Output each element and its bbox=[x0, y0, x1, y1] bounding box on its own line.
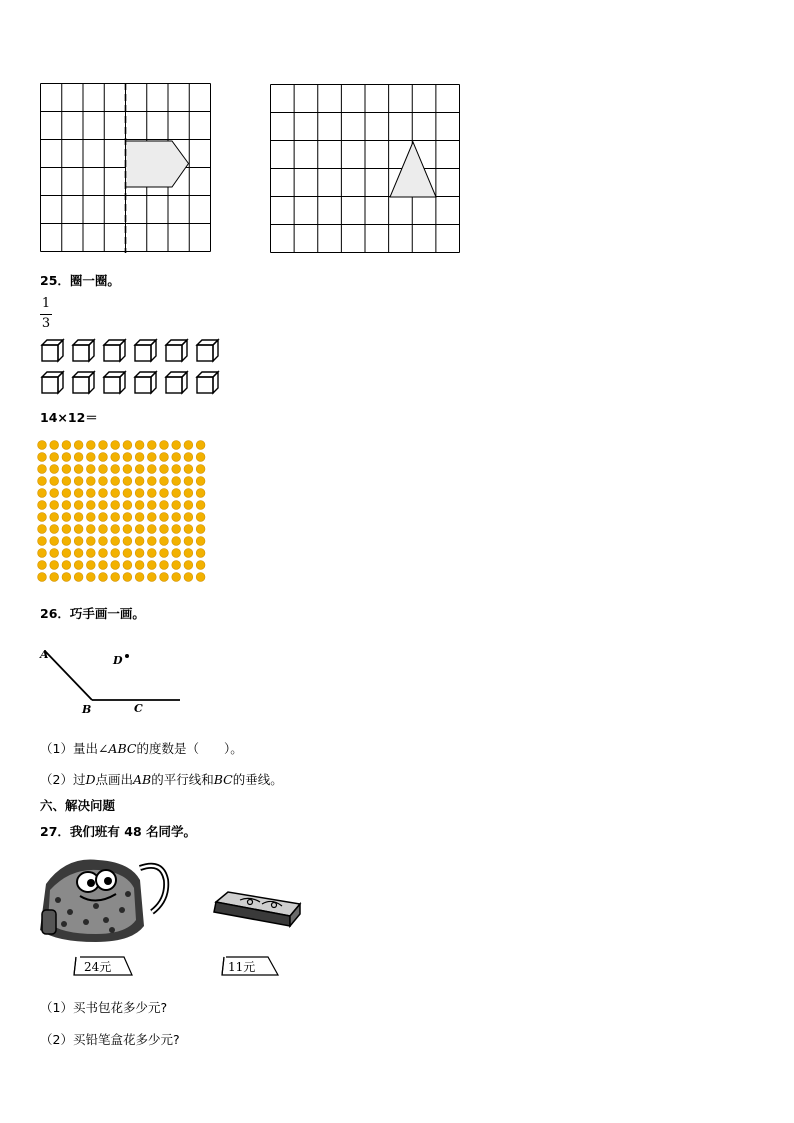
dot bbox=[99, 465, 108, 474]
dot bbox=[184, 573, 193, 582]
dot bbox=[160, 477, 169, 486]
dot bbox=[172, 441, 181, 450]
dot bbox=[74, 489, 83, 498]
dot bbox=[172, 453, 181, 462]
dot bbox=[111, 561, 120, 570]
dot bbox=[172, 561, 181, 570]
dot bbox=[135, 537, 144, 546]
dot bbox=[147, 501, 156, 510]
q25-title: 圈一圈。 bbox=[69, 273, 120, 288]
cube bbox=[42, 372, 63, 393]
dot bbox=[62, 549, 71, 558]
dot bbox=[111, 549, 120, 558]
dot bbox=[172, 537, 181, 546]
dot bbox=[50, 549, 59, 558]
dot bbox=[50, 477, 59, 486]
dot bbox=[62, 513, 71, 522]
dot bbox=[123, 573, 132, 582]
dot bbox=[74, 561, 83, 570]
dot bbox=[86, 561, 95, 570]
dot bbox=[99, 537, 108, 546]
dot bbox=[184, 561, 193, 570]
dot bbox=[99, 561, 108, 570]
dot bbox=[135, 501, 144, 510]
dot bbox=[160, 549, 169, 558]
dot bbox=[62, 537, 71, 546]
dot bbox=[62, 441, 71, 450]
dot bbox=[99, 441, 108, 450]
cube bbox=[135, 372, 156, 393]
bag-price-tag bbox=[72, 955, 136, 979]
ray-ba bbox=[45, 651, 92, 700]
dot bbox=[147, 453, 156, 462]
dot bbox=[184, 489, 193, 498]
multiplication-expression: 14×12＝ bbox=[40, 410, 98, 425]
line-ab-text: AB bbox=[133, 772, 152, 787]
dot bbox=[184, 441, 193, 450]
dot bbox=[135, 525, 144, 534]
dot bbox=[86, 441, 95, 450]
dot bbox=[99, 549, 108, 558]
dot bbox=[123, 549, 132, 558]
dot bbox=[74, 513, 83, 522]
dot bbox=[38, 561, 47, 570]
cube bbox=[197, 340, 218, 361]
cube bbox=[73, 372, 94, 393]
dot bbox=[38, 453, 47, 462]
dot bbox=[74, 549, 83, 558]
dot bbox=[172, 501, 181, 510]
q26-heading bbox=[40, 604, 145, 622]
dot bbox=[135, 561, 144, 570]
point-d-text: D bbox=[85, 772, 96, 787]
dot bbox=[135, 489, 144, 498]
dot bbox=[99, 501, 108, 510]
dot bbox=[147, 549, 156, 558]
dot bbox=[38, 573, 47, 582]
pencil-box-illustration bbox=[210, 888, 304, 930]
cube bbox=[135, 340, 156, 361]
dot bbox=[184, 501, 193, 510]
cube bbox=[42, 340, 63, 361]
dot bbox=[99, 525, 108, 534]
dot bbox=[123, 489, 132, 498]
dot bbox=[172, 549, 181, 558]
dot bbox=[86, 453, 95, 462]
dot bbox=[160, 441, 169, 450]
dot bbox=[62, 477, 71, 486]
dot bbox=[86, 465, 95, 474]
dot bbox=[196, 453, 205, 462]
dot bbox=[184, 477, 193, 486]
dot bbox=[38, 465, 47, 474]
dot bbox=[74, 465, 83, 474]
q26-sub1-suffix: 的度数是（ ）。 bbox=[136, 741, 243, 756]
dot bbox=[62, 561, 71, 570]
angle-symbol-abc: ∠ABC bbox=[97, 741, 137, 756]
dot bbox=[74, 501, 83, 510]
dot bbox=[184, 513, 193, 522]
dot bbox=[184, 537, 193, 546]
dot bbox=[50, 489, 59, 498]
dot bbox=[74, 441, 83, 450]
angle-abc-figure bbox=[36, 642, 186, 718]
dot bbox=[147, 573, 156, 582]
dot bbox=[62, 501, 71, 510]
dot bbox=[62, 525, 71, 534]
dot bbox=[160, 501, 169, 510]
dot bbox=[147, 537, 156, 546]
fraction-one-third bbox=[40, 297, 52, 331]
dot bbox=[172, 513, 181, 522]
dot bbox=[99, 513, 108, 522]
dot bbox=[123, 477, 132, 486]
dot bbox=[160, 453, 169, 462]
cube-grid bbox=[40, 338, 230, 400]
q26-sub2-suffix: 的垂线。 bbox=[232, 772, 283, 787]
dot bbox=[147, 441, 156, 450]
dot bbox=[99, 489, 108, 498]
q27-title: 我们班有 48 名同学。 bbox=[69, 824, 197, 839]
q26-sub1 bbox=[40, 739, 243, 757]
dot bbox=[62, 573, 71, 582]
q25-number: 25． bbox=[40, 273, 70, 288]
dot bbox=[196, 525, 205, 534]
dot bbox=[123, 513, 132, 522]
label-c: C bbox=[134, 702, 143, 715]
dot bbox=[74, 537, 83, 546]
pencilbox-price: 11元 bbox=[228, 960, 256, 974]
dot bbox=[111, 501, 120, 510]
dot bbox=[111, 465, 120, 474]
dot bbox=[147, 465, 156, 474]
dot bbox=[123, 453, 132, 462]
dot bbox=[135, 441, 144, 450]
bag-price: 24元 bbox=[84, 960, 112, 974]
cube bbox=[104, 372, 125, 393]
dot bbox=[111, 477, 120, 486]
dot bbox=[147, 561, 156, 570]
dot bbox=[172, 477, 181, 486]
dot bbox=[123, 525, 132, 534]
dot bbox=[74, 525, 83, 534]
dot bbox=[38, 513, 47, 522]
symmetry-grid-right bbox=[270, 84, 462, 254]
dot bbox=[74, 453, 83, 462]
label-d: D bbox=[113, 654, 123, 667]
q27-sub2: （2）买铅笔盒花多少元? bbox=[40, 1032, 180, 1047]
triangle-shape bbox=[390, 142, 436, 197]
dot bbox=[74, 573, 83, 582]
dot bbox=[160, 573, 169, 582]
dot bbox=[86, 477, 95, 486]
dot bbox=[160, 561, 169, 570]
dot bbox=[135, 513, 144, 522]
line-bc-text: BC bbox=[213, 772, 233, 787]
cube bbox=[197, 372, 218, 393]
dot bbox=[160, 537, 169, 546]
dot bbox=[184, 549, 193, 558]
dot bbox=[196, 573, 205, 582]
dot bbox=[196, 441, 205, 450]
dot bbox=[38, 441, 47, 450]
dot bbox=[111, 441, 120, 450]
dot bbox=[111, 453, 120, 462]
dot bbox=[62, 489, 71, 498]
dot bbox=[147, 489, 156, 498]
dot bbox=[196, 501, 205, 510]
dot bbox=[196, 537, 205, 546]
dot bbox=[86, 549, 95, 558]
dot bbox=[50, 537, 59, 546]
dot bbox=[86, 573, 95, 582]
q26-sub2-prefix: （2）过 bbox=[40, 772, 86, 787]
dot bbox=[135, 573, 144, 582]
dot bbox=[160, 513, 169, 522]
dot bbox=[160, 525, 169, 534]
q26-sub2-mid2: 的平行线和 bbox=[151, 772, 214, 787]
dot bbox=[99, 477, 108, 486]
dot bbox=[86, 501, 95, 510]
label-b: B bbox=[82, 703, 92, 716]
point-d bbox=[125, 654, 129, 658]
dot bbox=[184, 453, 193, 462]
dot bbox=[196, 477, 205, 486]
dot bbox=[86, 489, 95, 498]
dot bbox=[184, 525, 193, 534]
dot bbox=[135, 477, 144, 486]
dot bbox=[50, 441, 59, 450]
dot bbox=[38, 549, 47, 558]
q26-number: 26． bbox=[40, 606, 70, 621]
dot bbox=[147, 477, 156, 486]
dot bbox=[50, 561, 59, 570]
dot bbox=[38, 489, 47, 498]
q26-title: 巧手画一画。 bbox=[69, 606, 145, 621]
arrow-shape bbox=[126, 141, 189, 187]
label-a: A bbox=[40, 648, 49, 661]
fraction-numerator: 1 bbox=[41, 296, 51, 311]
q26-sub2-mid1: 点画出 bbox=[95, 772, 133, 787]
section-six-title: 六、解决问题 bbox=[40, 798, 116, 813]
cube bbox=[104, 340, 125, 361]
dot bbox=[86, 525, 95, 534]
dot bbox=[123, 537, 132, 546]
dot bbox=[172, 489, 181, 498]
dot bbox=[147, 513, 156, 522]
dot bbox=[123, 501, 132, 510]
dot bbox=[74, 477, 83, 486]
dot bbox=[172, 465, 181, 474]
dot bbox=[86, 513, 95, 522]
dot bbox=[111, 573, 120, 582]
dot bbox=[196, 549, 205, 558]
dot bbox=[62, 453, 71, 462]
dot bbox=[50, 573, 59, 582]
dot bbox=[111, 513, 120, 522]
q27-sub1: （1）买书包花多少元? bbox=[40, 1000, 168, 1015]
dot bbox=[111, 525, 120, 534]
dot bbox=[196, 465, 205, 474]
dot bbox=[99, 573, 108, 582]
dot bbox=[123, 561, 132, 570]
q25-heading bbox=[40, 271, 120, 289]
dot bbox=[50, 513, 59, 522]
dot bbox=[111, 489, 120, 498]
dot bbox=[38, 537, 47, 546]
dot bbox=[50, 525, 59, 534]
dot bbox=[99, 453, 108, 462]
dot bbox=[50, 465, 59, 474]
dot bbox=[38, 525, 47, 534]
dot bbox=[172, 525, 181, 534]
dot bbox=[196, 489, 205, 498]
dot bbox=[86, 537, 95, 546]
backpack-illustration bbox=[36, 850, 170, 946]
dot bbox=[123, 441, 132, 450]
dot bbox=[62, 465, 71, 474]
dot bbox=[196, 513, 205, 522]
dot bbox=[135, 549, 144, 558]
dot bbox=[196, 561, 205, 570]
cube bbox=[166, 372, 187, 393]
dot bbox=[147, 525, 156, 534]
dot bbox=[50, 501, 59, 510]
dot-array bbox=[36, 438, 212, 588]
cube bbox=[73, 340, 94, 361]
dot bbox=[123, 465, 132, 474]
q26-sub2 bbox=[40, 770, 283, 788]
q27-number: 27． bbox=[40, 824, 70, 839]
dot bbox=[160, 465, 169, 474]
symmetry-grid-left bbox=[40, 83, 214, 255]
fraction-denominator: 3 bbox=[41, 316, 51, 331]
q26-sub1-prefix: （1）量出 bbox=[40, 741, 98, 756]
dot bbox=[38, 501, 47, 510]
dot bbox=[50, 453, 59, 462]
dot bbox=[172, 573, 181, 582]
dot bbox=[160, 489, 169, 498]
cube bbox=[166, 340, 187, 361]
dot bbox=[111, 537, 120, 546]
dot bbox=[135, 465, 144, 474]
q27-heading bbox=[40, 822, 196, 840]
dot bbox=[184, 465, 193, 474]
dot bbox=[135, 453, 144, 462]
pencilbox-price-tag bbox=[220, 955, 284, 979]
dot bbox=[38, 477, 47, 486]
